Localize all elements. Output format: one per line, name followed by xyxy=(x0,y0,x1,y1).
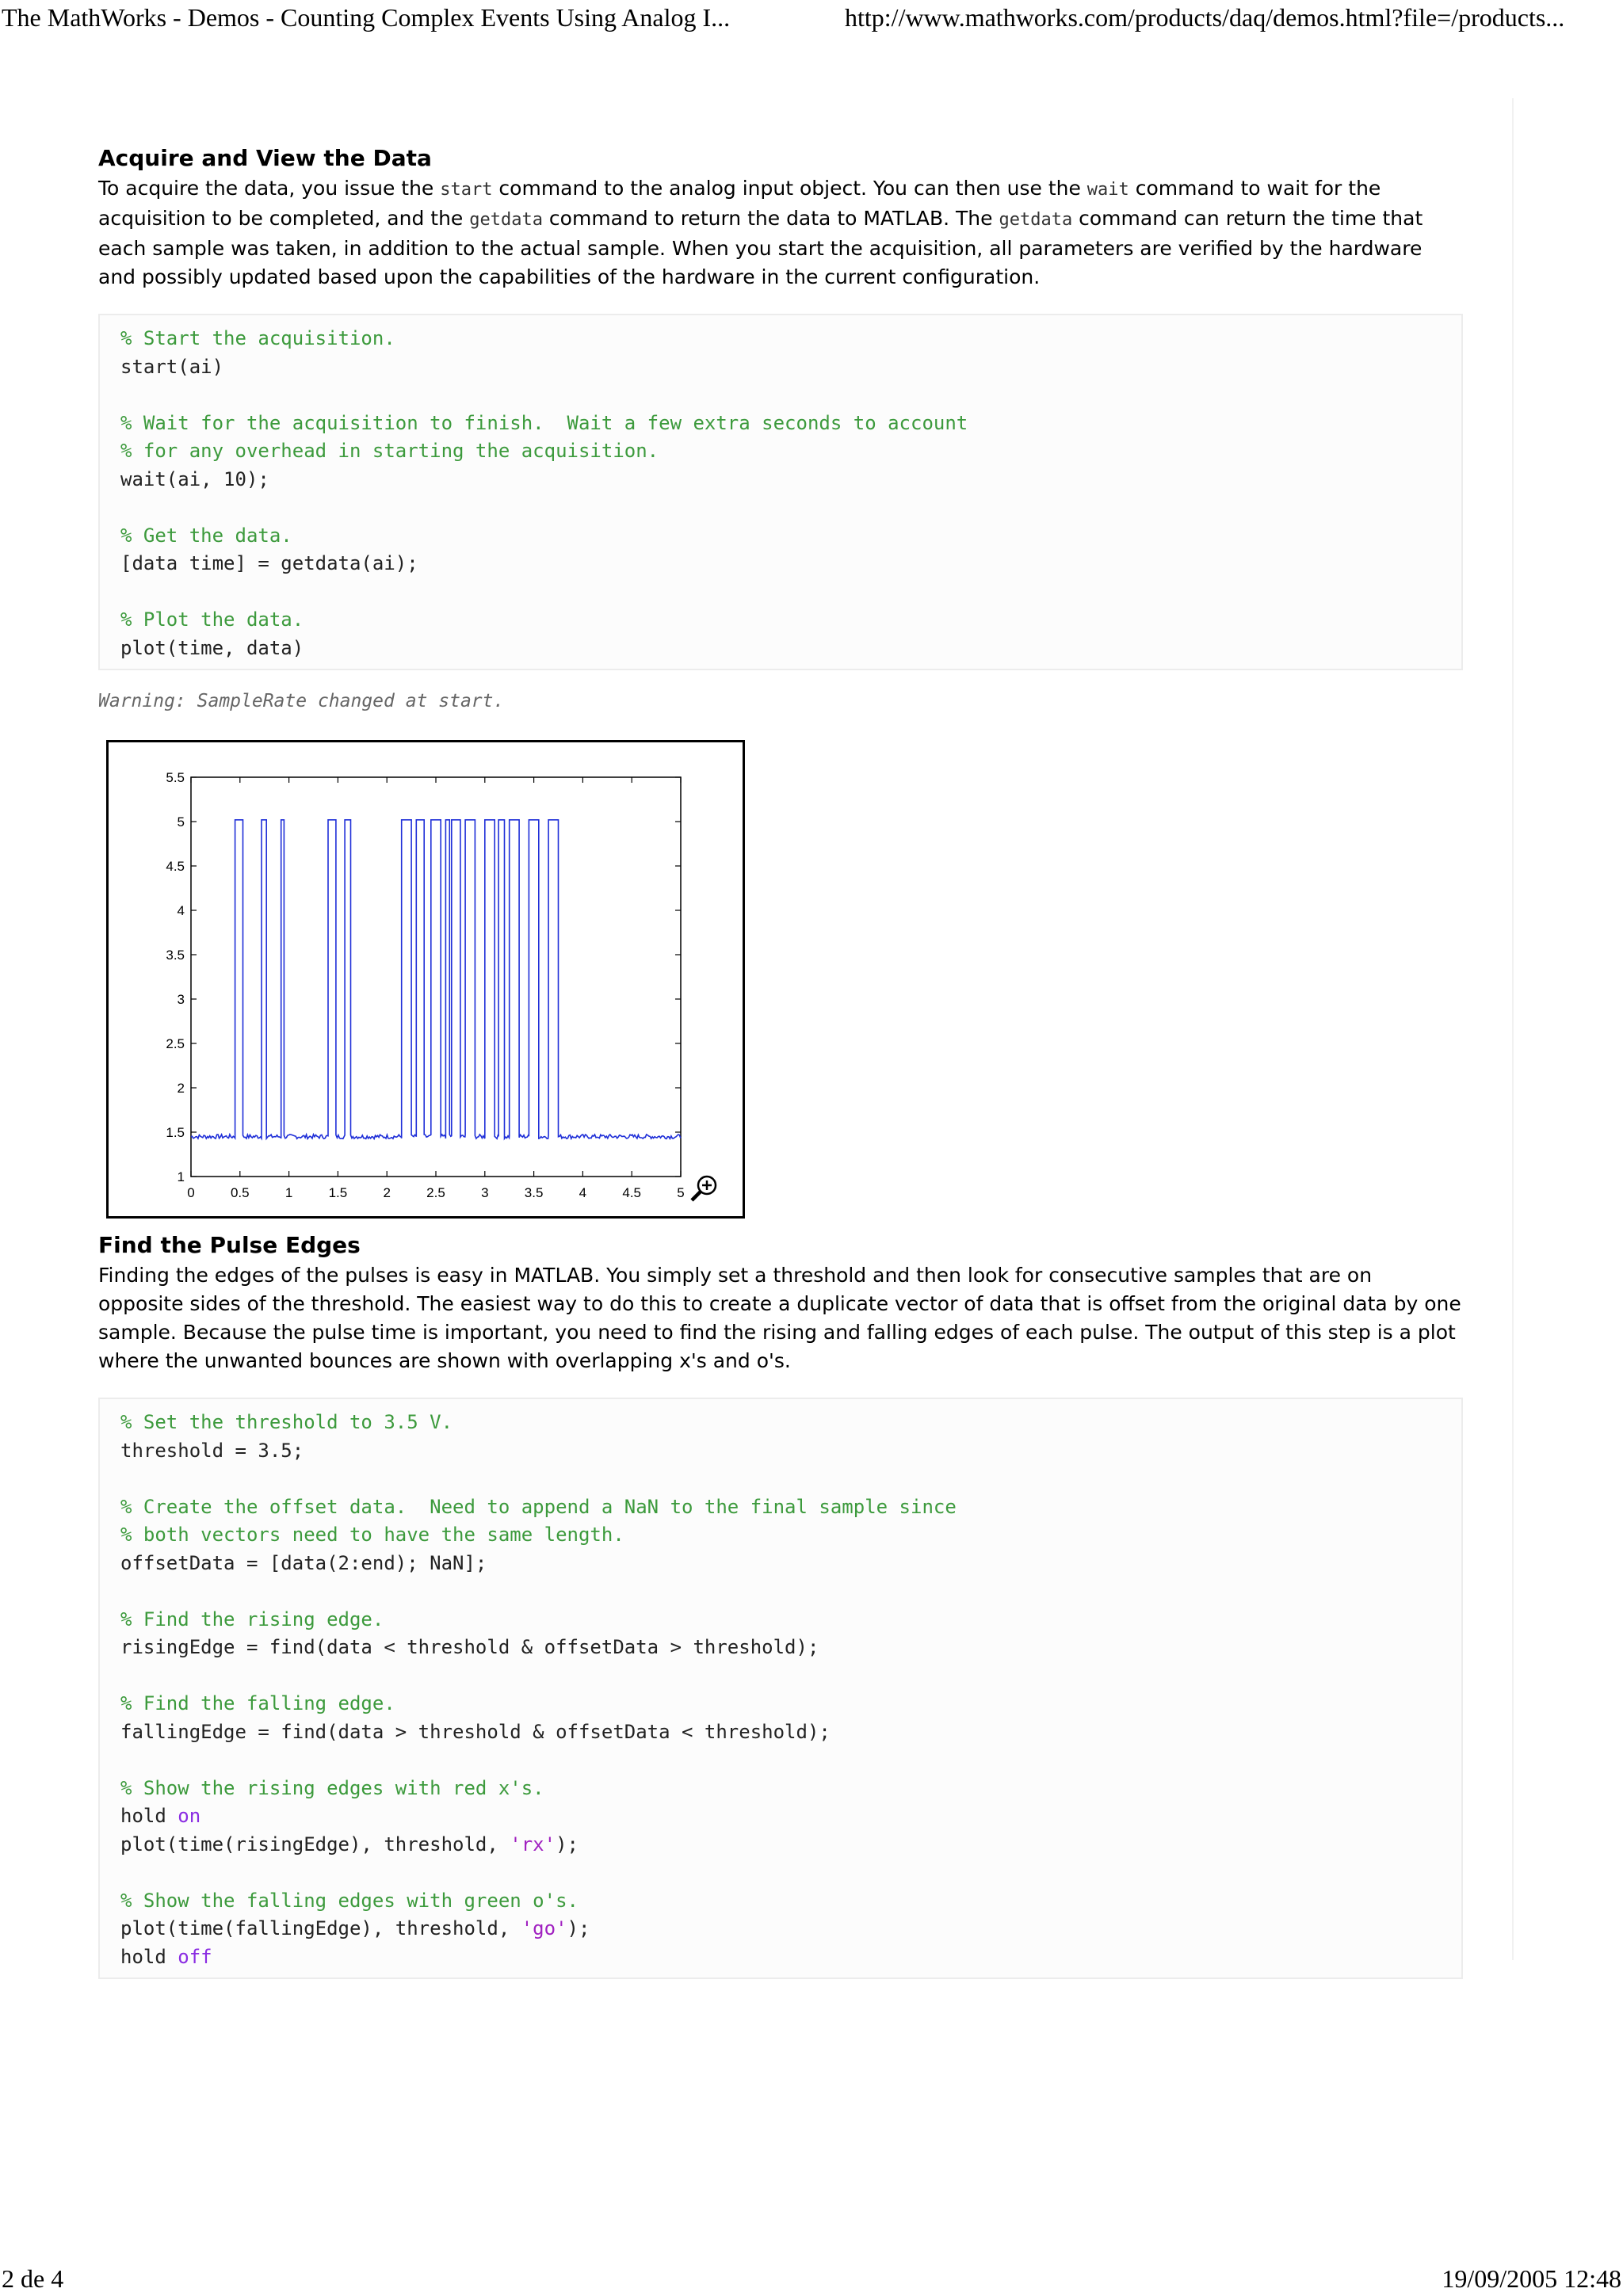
y-tick-label: 3 xyxy=(177,992,185,1007)
print-footer-page: 2 de 4 xyxy=(2,2264,64,2293)
code-text: threshold = 3.5; xyxy=(120,1439,304,1462)
section-heading-acquire: Acquire and View the Data xyxy=(98,145,432,171)
print-header-url: http://www.mathworks.com/products/daq/demos.html?file=/products... xyxy=(845,3,1565,32)
code-text: plot(time(fallingEdge), threshold, xyxy=(120,1917,521,1939)
code-line xyxy=(120,1943,1442,1972)
code-line xyxy=(120,1915,1442,1943)
print-footer-datetime: 19/09/2005 12:48 xyxy=(1442,2264,1621,2293)
code-text: ); xyxy=(556,1833,579,1855)
code-line xyxy=(120,1577,1442,1606)
code-line xyxy=(120,1859,1442,1887)
code-text: risingEdge = find(data < threshold & offsetData > threshold); xyxy=(120,1636,819,1658)
inline-code-wait: wait xyxy=(1086,180,1129,200)
code-text: [data time] = getdata(ai); xyxy=(120,552,418,574)
code-line xyxy=(120,550,1442,578)
section-paragraph-acquire xyxy=(98,174,1461,292)
code-comment: % Get the data. xyxy=(120,524,292,547)
code-comment: % Set the threshold to 3.5 V. xyxy=(120,1411,453,1433)
inline-code-getdata-2: getdata xyxy=(999,210,1073,230)
code-line xyxy=(120,1831,1442,1859)
page-content xyxy=(98,143,1461,1979)
code-string: 'rx' xyxy=(510,1833,556,1855)
x-tick-label: 4 xyxy=(579,1185,587,1200)
code-line xyxy=(120,1718,1442,1747)
x-tick-label: 1 xyxy=(285,1185,293,1200)
x-tick-label: 5 xyxy=(677,1185,685,1200)
code-line xyxy=(120,1550,1442,1578)
code-block-edges xyxy=(98,1398,1463,1979)
print-header xyxy=(0,3,1623,35)
code-line xyxy=(120,1493,1442,1522)
code-line xyxy=(120,1662,1442,1691)
x-tick-label: 3.5 xyxy=(524,1185,544,1200)
code-line xyxy=(120,381,1442,410)
para-text-4: command to return the data to MATLAB. The xyxy=(542,207,999,230)
x-tick-label: 1.5 xyxy=(328,1185,348,1200)
print-footer xyxy=(0,2264,1623,2296)
code-text: hold xyxy=(120,1805,178,1827)
y-tick-label: 1.5 xyxy=(166,1125,185,1140)
y-tick-label: 2.5 xyxy=(166,1036,185,1051)
code-text: offsetData = [data(2:end); NaN]; xyxy=(120,1551,487,1574)
x-tick-label: 3 xyxy=(481,1185,489,1200)
code-keyword: on xyxy=(178,1805,201,1827)
code-line xyxy=(120,325,1442,353)
inline-code-getdata: getdata xyxy=(469,210,543,230)
x-tick-label: 2.5 xyxy=(426,1185,445,1200)
para-text-1: To acquire the data, you issue the xyxy=(98,177,441,200)
code-comment: % both vectors need to have the same length. xyxy=(120,1524,624,1546)
code-line xyxy=(120,437,1442,466)
code-comment: % for any overhead in starting the acquisition. xyxy=(120,440,659,462)
print-header-title: The MathWorks - Demos - Counting Complex Events Using Analog I... xyxy=(2,3,731,32)
page-right-rule xyxy=(1512,98,1514,1960)
inline-code-start: start xyxy=(440,180,493,200)
y-tick-label: 2 xyxy=(177,1081,185,1096)
code-line xyxy=(120,1437,1442,1466)
x-tick-label: 0 xyxy=(187,1185,195,1200)
x-tick-label: 2 xyxy=(383,1185,391,1200)
code-string: 'go' xyxy=(521,1917,567,1939)
para-text-2: command to the analog input object. You can then use the xyxy=(492,177,1087,200)
warning-message: Warning: SampleRate changed at start. xyxy=(98,691,505,711)
code-line xyxy=(120,410,1442,438)
pulse-chart xyxy=(109,742,743,1216)
code-line xyxy=(120,353,1442,382)
code-comment: % Create the offset data. Need to append a NaN to the final sample since xyxy=(120,1495,957,1518)
x-tick-label: 4.5 xyxy=(622,1185,642,1200)
y-tick-label: 5.5 xyxy=(166,770,185,785)
plot-axes-box xyxy=(191,777,681,1177)
code-comment: % Show the rising edges with red x's. xyxy=(120,1776,544,1799)
y-tick-label: 4.5 xyxy=(166,859,185,874)
code-line xyxy=(120,1409,1442,1437)
section-paragraph-edges: Finding the edges of the pulses is easy in MATLAB. You simply set a threshold and then look for consecutive samples that are on opposite sides of the threshold. The easiest way to do this to create a duplicate vector of data that is offset from the original data by one sample. Because the pulse time is important, you need to find the rising and falling edges of each pulse. The output of this step is a plot where the unwanted bounces are shown with overlapping x's and o's. xyxy=(98,1264,1461,1372)
code-line xyxy=(120,1746,1442,1775)
code-line xyxy=(120,1606,1442,1634)
code-comment: % Wait for the acquisition to finish. Wait a few extra seconds to account xyxy=(120,411,968,434)
code-line xyxy=(120,494,1442,522)
code-block-acquire xyxy=(98,314,1463,670)
code-text: plot(time(risingEdge), threshold, xyxy=(120,1833,510,1855)
code-line xyxy=(120,635,1442,663)
code-line xyxy=(120,1690,1442,1718)
para-text-3: command to wait for the acquisition to be completed, and the xyxy=(98,177,1381,230)
section-heading-edges: Find the Pulse Edges xyxy=(98,1232,361,1258)
code-line xyxy=(120,578,1442,607)
code-line xyxy=(120,1521,1442,1550)
code-comment: % Find the rising edge. xyxy=(120,1608,384,1630)
magnifier-handle xyxy=(692,1192,701,1200)
code-text: wait(ai, 10); xyxy=(120,467,269,490)
code-comment: % Show the falling edges with green o's. xyxy=(120,1889,579,1912)
figure-pulse-plot xyxy=(106,740,745,1219)
y-tick-label: 1 xyxy=(177,1169,185,1184)
code-text: ); xyxy=(567,1917,590,1939)
code-comment: % Start the acquisition. xyxy=(120,327,395,349)
code-line xyxy=(120,522,1442,551)
code-line xyxy=(120,1634,1442,1662)
code-keyword: off xyxy=(178,1945,212,1968)
y-tick-label: 4 xyxy=(177,903,185,918)
code-comment: % Find the falling edge. xyxy=(120,1692,395,1714)
para-text-5: command can return the time that each sample was taken, in addition to the actual sample. When you start the acquisition, all parameters are verified by the hardware and possibly updated based upon the capabilities of the hardware in the current configuration. xyxy=(98,207,1423,288)
code-text: hold xyxy=(120,1945,178,1968)
code-line xyxy=(120,1887,1442,1916)
code-text: start(ai) xyxy=(120,355,224,378)
y-tick-label: 3.5 xyxy=(166,948,185,963)
code-line xyxy=(120,1802,1442,1831)
code-text: plot(time, data) xyxy=(120,636,304,659)
y-tick-label: 5 xyxy=(177,814,185,830)
code-line xyxy=(120,606,1442,635)
code-line xyxy=(120,466,1442,494)
x-tick-label: 0.5 xyxy=(230,1185,250,1200)
code-text: fallingEdge = find(data > threshold & offsetData < threshold); xyxy=(120,1720,831,1743)
code-line xyxy=(120,1465,1442,1493)
code-line xyxy=(120,1775,1442,1803)
code-comment: % Plot the data. xyxy=(120,608,304,631)
